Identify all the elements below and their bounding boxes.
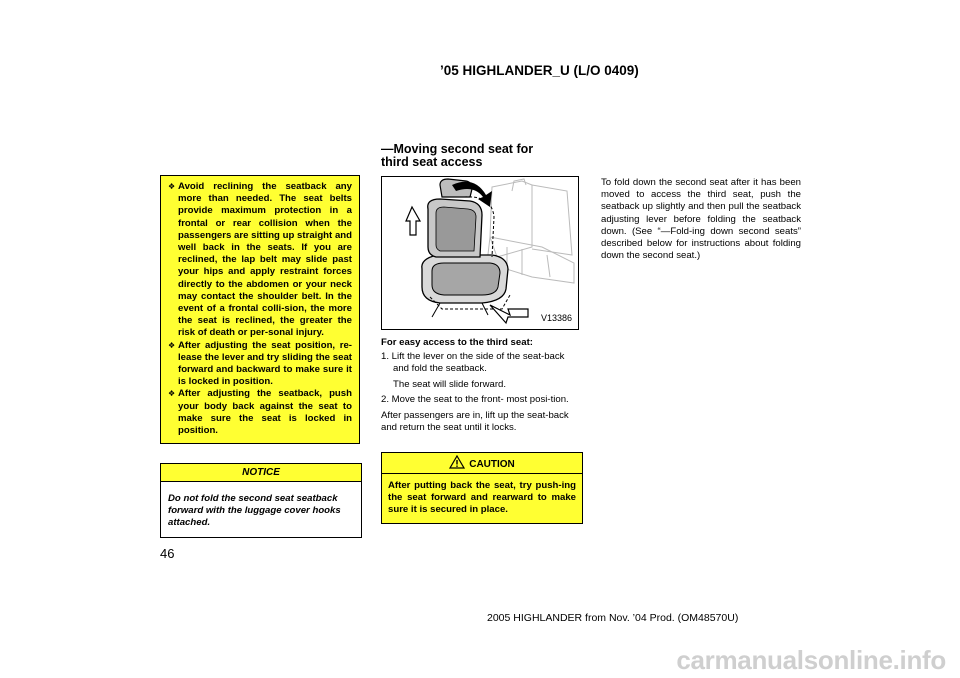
seat-drawing-icon xyxy=(382,177,578,329)
instructions-paragraph: After passengers are in, lift up the seat-back and return the seat until it locks. xyxy=(381,410,569,434)
caution-bullet-3: ❖ After adjusting the seatback, push your body back against the seat to make sure the seat is locked in position. xyxy=(168,388,352,437)
page-footer: 2005 HIGHLANDER from Nov. ’04 Prod. (OM48570U) xyxy=(487,612,739,624)
step-2: 2. Move the seat to the front- most posi-tion. xyxy=(381,393,569,405)
step-1-note: The seat will slide forward. xyxy=(393,378,507,390)
seat-illustration xyxy=(381,176,579,330)
caution-bullet-1: ❖ Avoid reclining the seatback any more than needed. The seat belts provide maximum protection in a frontal or rear collision when the passengers are sitting up straight and well back in the seats. If you are reclined, the lap belt may slide past your hips and apply restraint forces directly to the abdomen or your neck may contact the shoulder belt. In the event of a frontal colli-sion, the more the seat is reclined, the greater the risk of death or per-sonal injury. xyxy=(168,181,352,340)
caution-heading xyxy=(382,453,582,474)
section-title-line-2: third seat access xyxy=(381,155,483,169)
instructions-subheading: For easy access to the third seat: xyxy=(381,337,533,348)
section-title xyxy=(381,143,581,169)
instructions xyxy=(381,337,581,434)
caution-box xyxy=(381,452,583,524)
caution-bullet-2: ❖ After adjusting the seat position, re-lease the lever and try sliding the seat forward and backward to make sure it is locked in position. xyxy=(168,340,352,389)
caution-text: After putting back the seat, try push-ing the seat forward and rearward to make sure it is secured in place. xyxy=(388,480,576,516)
notice-heading: NOTICE xyxy=(161,464,361,482)
notice-text: Do not fold the second seat seatback forward with the luggage cover hooks attached. xyxy=(168,493,341,529)
figure-code: V13386 xyxy=(540,313,572,323)
caution-bullet-list xyxy=(168,181,352,437)
page-number: 46 xyxy=(160,546,175,561)
caution-heading-label: CAUTION xyxy=(469,459,515,470)
warning-triangle-icon xyxy=(449,455,465,469)
left-column xyxy=(160,175,360,444)
section-title-line-1: —Moving second seat for xyxy=(381,142,534,156)
watermark: carmanualsonline.info xyxy=(676,645,946,675)
step-1: 1. Lift the lever on the side of the seat-back and fold the seatback. xyxy=(381,351,565,375)
notice-box xyxy=(160,463,362,538)
page-header-title: ’05 HIGHLANDER_U (L/O 0409) xyxy=(440,63,639,78)
caution-bullets-box xyxy=(160,175,360,444)
right-column-text: To fold down the second seat after it has been moved to access the third seat, push the seatback up slightly and then pull the seatback adjusting lever before folding the seatback down. (See “—Fold-ing down second seats” described below for instructions about folding down the second seat.) xyxy=(601,177,801,262)
